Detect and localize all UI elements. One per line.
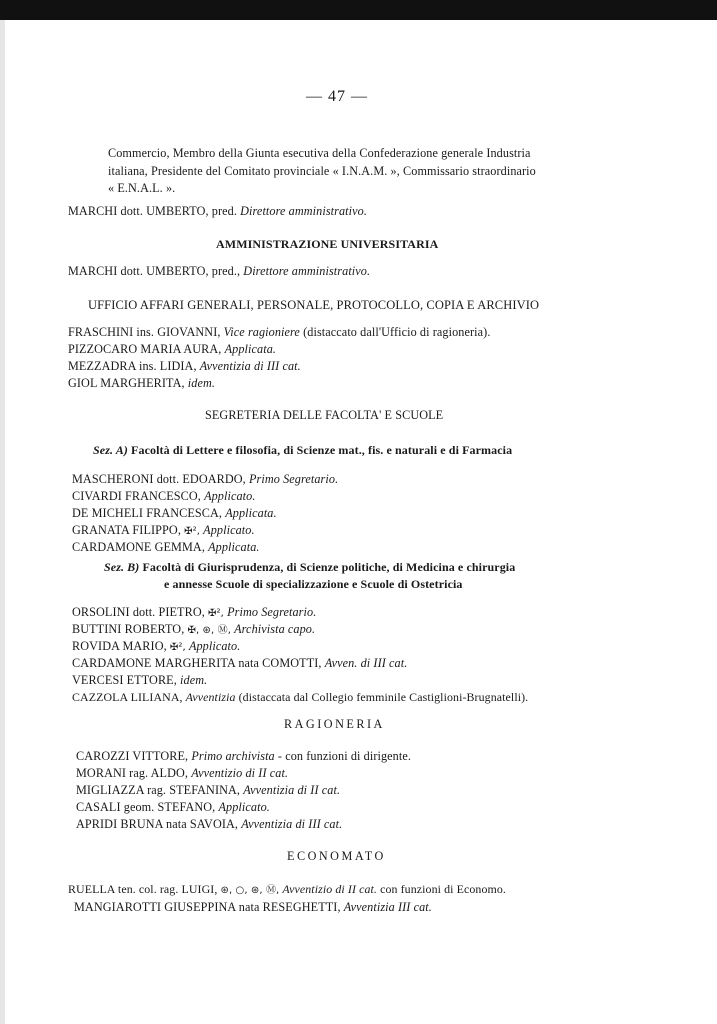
decoration-icon: ✠²,	[208, 608, 224, 619]
sez-b-row: ROVIDA MARIO, ✠², Applicato.	[72, 639, 241, 653]
person-role: Direttore amministrativo.	[243, 264, 371, 278]
section-title-segreteria: SEGRETERIA DELLE FACOLTA' E SCUOLE	[205, 408, 444, 422]
intro-line-1: Commercio, Membro della Giunta esecutiva della Confederazione generale Industria	[108, 146, 531, 160]
marchi-entry-1	[68, 204, 367, 219]
ragioneria-row: CASALI geom. STEFANO, Applicato.	[76, 800, 270, 814]
section-title-ragioneria: RAGIONERIA	[284, 717, 385, 731]
ufficio-row: GIOL MARGHERITA, idem.	[68, 376, 216, 390]
decoration-icon: ⊛, ○, ⊛, Ⓜ,	[220, 885, 280, 896]
sez-a-row: MASCHERONI dott. EDOARDO, Primo Segretario.	[72, 472, 339, 486]
sez-b-row: BUTTINI ROBERTO, ✠, ⊛, Ⓜ, Archivista capo.	[72, 622, 316, 636]
intro-line-2: italiana, Presidente del Comitato provinciale « I.N.A.M. », Commissario straordinario	[108, 164, 536, 178]
sez-b-row: VERCESI ETTORE, idem.	[72, 673, 208, 687]
ragioneria-row: APRIDI BRUNA nata SAVOIA, Avventizia di III cat.	[76, 817, 343, 831]
intro-line-3: « E.N.A.L. ».	[108, 181, 176, 195]
sez-a-heading: Sez. A) Facoltà di Lettere e filosofia, di Scienze mat., fis. e naturali e di Farmacia	[93, 443, 513, 457]
section-title-amministrazione: AMMINISTRAZIONE UNIVERSITARIA	[216, 237, 439, 251]
sez-a-row: GRANATA FILIPPO, ✠², Applicato.	[72, 523, 255, 537]
document-page	[0, 20, 717, 1024]
marchi-entry-2	[68, 264, 370, 279]
ufficio-row: PIZZOCARO MARIA AURA, Applicata.	[68, 342, 277, 356]
person-name: MARCHI dott. UMBERTO, pred.,	[68, 264, 241, 278]
section-title-economato: ECONOMATO	[287, 849, 386, 863]
ragioneria-row: MIGLIAZZA rag. STEFANINA, Avventizia di II cat.	[76, 783, 341, 797]
sez-b-row: CAZZOLA LILIANA, Avventizia (distaccata dal Collegio femminile Castiglioni-Brugnatelli).	[72, 690, 529, 704]
decoration-icon: ✠, ⊛, Ⓜ,	[187, 625, 231, 636]
sez-a-row: DE MICHELI FRANCESCA, Applicata.	[72, 506, 277, 520]
section-title-ufficio: UFFICIO AFFARI GENERALI, PERSONALE, PROTOCOLLO, COPIA E ARCHIVIO	[88, 298, 540, 312]
ragioneria-row: MORANI rag. ALDO, Avventizio di II cat.	[76, 766, 289, 780]
person-role: Direttore amministrativo.	[240, 204, 368, 218]
sez-a-row: CIVARDI FRANCESCO, Applicato.	[72, 489, 256, 503]
decoration-icon: ✠²,	[184, 526, 201, 537]
sez-b-row: ORSOLINI dott. PIETRO, ✠², Primo Segretario.	[72, 605, 317, 619]
sez-b-heading-1: Sez. B) Facoltà di Giurisprudenza, di Scienze politiche, di Medicina e chirurgia	[104, 560, 516, 574]
page-number: — 47 —	[306, 88, 368, 105]
sez-b-row: CARDAMONE MARGHERITA nata COMOTTI, Avven. di III cat.	[72, 656, 408, 670]
ufficio-row: MEZZADRA ins. LIDIA, Avventizia di III cat.	[68, 359, 301, 373]
sez-b-heading-2: e annesse Scuole di specializzazione e Scuole di Ostetricia	[164, 577, 463, 591]
sez-a-row: CARDAMONE GEMMA, Applicata.	[72, 540, 260, 554]
ragioneria-row: CAROZZI VITTORE, Primo archivista - con funzioni di dirigente.	[76, 749, 412, 763]
decoration-icon: ✠²,	[169, 642, 186, 653]
economato-row: MANGIAROTTI GIUSEPPINA nata RESEGHETTI, Avventizia III cat.	[74, 900, 432, 914]
ufficio-row: FRASCHINI ins. GIOVANNI, Vice ragioniere (distaccato dall'Ufficio di ragioneria).	[68, 325, 491, 339]
economato-row: RUELLA ten. col. rag. LUIGI, ⊛, ○, ⊛, Ⓜ, Avventizio di II cat. con funzioni di Economo.	[68, 882, 506, 896]
person-name: MARCHI dott. UMBERTO, pred.	[68, 204, 237, 218]
scan-top-border	[0, 0, 717, 20]
